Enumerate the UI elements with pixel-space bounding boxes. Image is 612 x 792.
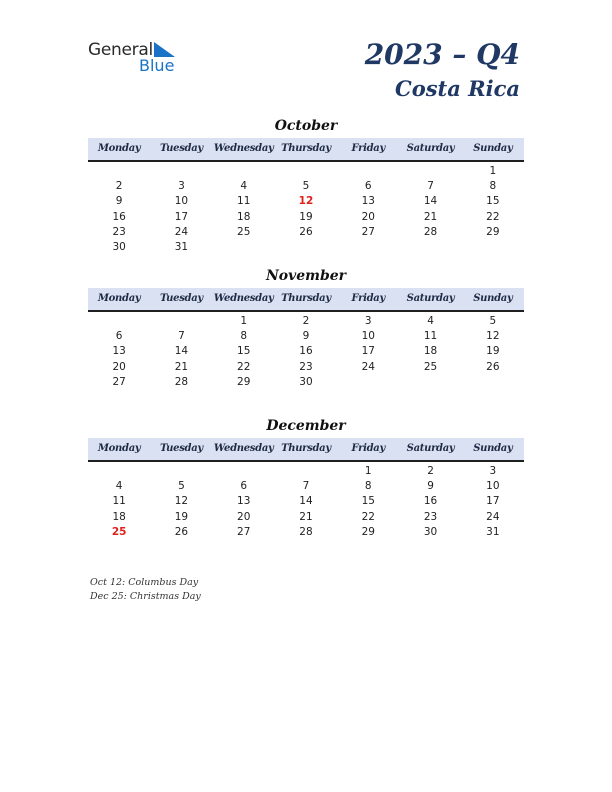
empty-day-cell <box>213 464 275 479</box>
weekday-header: Monday <box>97 143 141 154</box>
empty-day-cell <box>337 240 399 255</box>
day-cell: 9 <box>302 330 310 343</box>
day-cell: 8 <box>364 480 372 493</box>
logo-blue-text: Blue <box>139 56 175 75</box>
week-row <box>88 464 524 479</box>
day-cell: 3 <box>178 180 185 193</box>
day-cell: 4 <box>115 480 123 493</box>
day-cell: 27 <box>112 375 126 388</box>
day-cell: 12 <box>174 495 189 508</box>
day-cell: 24 <box>174 225 189 238</box>
day-cell: 27 <box>361 225 375 238</box>
day-cell: 15 <box>237 345 251 358</box>
day-cell: 29 <box>486 225 500 238</box>
day-cell: 31 <box>486 525 500 538</box>
day-cell: 10 <box>361 330 375 343</box>
day-cell: 10 <box>486 480 500 493</box>
month-title: November <box>265 268 347 284</box>
day-cell: 25 <box>237 225 251 238</box>
day-cell: 26 <box>174 525 189 538</box>
day-cell: 16 <box>423 495 438 508</box>
empty-day-cell <box>275 164 337 179</box>
month-days <box>88 164 524 255</box>
weekday-header: Thursday <box>281 293 331 304</box>
day-cell: 19 <box>486 345 500 358</box>
weekday-header: Friday <box>351 443 385 454</box>
week-row <box>88 479 524 494</box>
day-cell: 15 <box>361 495 375 508</box>
day-cell: 26 <box>299 225 313 238</box>
day-cell: 24 <box>361 360 375 373</box>
empty-day-cell <box>150 464 212 479</box>
weekday-header: Wednesday <box>213 293 274 304</box>
day-cell: 2 <box>302 315 310 327</box>
day-cell: 25 <box>423 360 438 373</box>
day-cell: 15 <box>486 195 500 208</box>
week-row <box>88 510 524 525</box>
day-cell: 29 <box>361 525 375 538</box>
day-cell: 13 <box>237 495 251 508</box>
empty-day-cell <box>462 375 524 390</box>
day-cell: 5 <box>178 480 185 493</box>
day-cell: 21 <box>174 360 189 373</box>
weekday-header: Saturday <box>406 143 455 154</box>
month-november <box>88 266 524 390</box>
day-cell: 4 <box>240 180 248 193</box>
day-cell: 30 <box>299 375 313 388</box>
day-cell: 16 <box>299 345 313 358</box>
month-december <box>88 416 524 540</box>
month-title: December <box>266 418 346 434</box>
day-cell: 24 <box>486 510 500 523</box>
country-name: Costa Rica <box>395 76 520 101</box>
week-row <box>88 194 524 209</box>
day-cell: 1 <box>240 315 248 327</box>
day-cell: 6 <box>240 480 248 493</box>
day-cell: 7 <box>302 480 310 493</box>
day-cell: 22 <box>237 360 251 373</box>
weekday-header-row <box>88 138 524 162</box>
day-cell: 9 <box>115 195 123 208</box>
day-cell: 10 <box>174 195 189 208</box>
page-title: 2023 – Q4 <box>364 38 520 71</box>
weekday-header: Friday <box>351 143 385 154</box>
day-cell: 14 <box>299 495 313 508</box>
empty-day-cell <box>213 240 275 255</box>
day-cell: 12 <box>298 195 314 208</box>
day-cell: 8 <box>489 180 497 193</box>
day-cell: 17 <box>174 210 189 223</box>
day-cell: 5 <box>302 180 310 193</box>
weekday-header: Saturday <box>406 293 455 304</box>
empty-day-cell <box>337 375 399 390</box>
day-cell: 3 <box>364 315 372 327</box>
week-row <box>88 329 524 344</box>
weekday-header: Sunday <box>473 293 513 304</box>
day-cell: 23 <box>112 225 126 238</box>
day-cell: 20 <box>112 360 126 373</box>
day-cell: 1 <box>364 465 372 477</box>
day-cell: 7 <box>427 180 434 193</box>
weekday-header-row <box>88 438 524 462</box>
weekday-header: Tuesday <box>159 443 203 454</box>
day-cell: 20 <box>361 210 375 223</box>
month-days <box>88 464 524 540</box>
day-cell: 17 <box>361 345 375 358</box>
empty-day-cell <box>150 314 212 329</box>
week-row <box>88 314 524 329</box>
day-cell: 23 <box>423 510 438 523</box>
day-cell: 19 <box>174 510 189 523</box>
day-cell: 8 <box>240 330 248 343</box>
empty-day-cell <box>275 464 337 479</box>
day-cell: 13 <box>112 345 126 358</box>
week-row <box>88 225 524 240</box>
day-cell: 27 <box>237 525 251 538</box>
day-cell: 28 <box>174 375 189 388</box>
month-days <box>88 314 524 390</box>
weekday-header: Friday <box>351 293 385 304</box>
day-cell: 22 <box>361 510 375 523</box>
logo-general-text: General <box>88 40 153 60</box>
empty-day-cell <box>213 164 275 179</box>
day-cell: 28 <box>423 225 438 238</box>
day-cell: 1 <box>489 165 497 177</box>
empty-day-cell <box>88 314 150 329</box>
empty-day-cell <box>462 240 524 255</box>
weekday-header: Monday <box>97 293 141 304</box>
weekday-header: Thursday <box>281 143 331 154</box>
day-cell: 11 <box>423 330 438 343</box>
weekday-header: Monday <box>97 443 141 454</box>
day-cell: 12 <box>486 330 500 343</box>
empty-day-cell <box>399 164 461 179</box>
day-cell: 21 <box>299 510 313 523</box>
day-cell: 14 <box>174 345 189 358</box>
day-cell: 13 <box>361 195 375 208</box>
weekday-header: Saturday <box>406 443 455 454</box>
day-cell: 17 <box>486 495 500 508</box>
day-cell: 2 <box>427 465 434 477</box>
empty-day-cell <box>150 164 212 179</box>
empty-day-cell <box>399 375 461 390</box>
day-cell: 31 <box>174 240 189 253</box>
weekday-header: Thursday <box>281 443 331 454</box>
week-row <box>88 164 524 179</box>
day-cell: 7 <box>178 330 185 343</box>
holiday-note: Oct 12: Columbus Day <box>90 577 199 588</box>
weekday-header: Tuesday <box>159 143 203 154</box>
generalblue-logo <box>88 40 188 76</box>
day-cell: 11 <box>112 495 126 508</box>
week-row <box>88 344 524 359</box>
day-cell: 4 <box>427 315 434 327</box>
day-cell: 6 <box>115 330 123 343</box>
empty-day-cell <box>337 164 399 179</box>
day-cell: 18 <box>423 345 438 358</box>
day-cell: 26 <box>486 360 500 373</box>
weekday-header: Tuesday <box>159 293 203 304</box>
day-cell: 16 <box>112 210 126 223</box>
week-row <box>88 360 524 375</box>
day-cell: 20 <box>237 510 251 523</box>
day-cell: 19 <box>299 210 313 223</box>
holiday-note: Dec 25: Christmas Day <box>90 590 201 602</box>
empty-day-cell <box>399 240 461 255</box>
day-cell: 28 <box>299 525 313 538</box>
empty-day-cell <box>275 240 337 255</box>
day-cell: 21 <box>423 210 438 223</box>
day-cell: 14 <box>423 195 438 208</box>
week-row <box>88 525 524 540</box>
week-row <box>88 210 524 225</box>
week-row <box>88 494 524 509</box>
weekday-header: Sunday <box>473 443 513 454</box>
day-cell: 25 <box>111 525 127 538</box>
day-cell: 5 <box>489 315 497 327</box>
day-cell: 9 <box>427 480 434 493</box>
holiday-notes <box>90 576 201 603</box>
day-cell: 3 <box>489 465 497 477</box>
empty-day-cell <box>88 464 150 479</box>
empty-day-cell <box>88 164 150 179</box>
weekday-header: Sunday <box>473 143 513 154</box>
day-cell: 30 <box>112 240 126 253</box>
weekday-header-row <box>88 288 524 312</box>
day-cell: 23 <box>299 360 313 373</box>
month-title: October <box>274 118 338 134</box>
day-cell: 2 <box>115 180 123 193</box>
day-cell: 29 <box>237 375 251 388</box>
day-cell: 30 <box>423 525 438 538</box>
day-cell: 11 <box>237 195 251 208</box>
month-october <box>88 116 524 255</box>
week-row <box>88 179 524 194</box>
day-cell: 18 <box>112 510 126 523</box>
week-row <box>88 375 524 390</box>
weekday-header: Wednesday <box>213 443 274 454</box>
day-cell: 22 <box>486 210 500 223</box>
week-row <box>88 240 524 255</box>
weekday-header: Wednesday <box>213 143 274 154</box>
day-cell: 18 <box>237 210 251 223</box>
day-cell: 6 <box>364 180 372 193</box>
